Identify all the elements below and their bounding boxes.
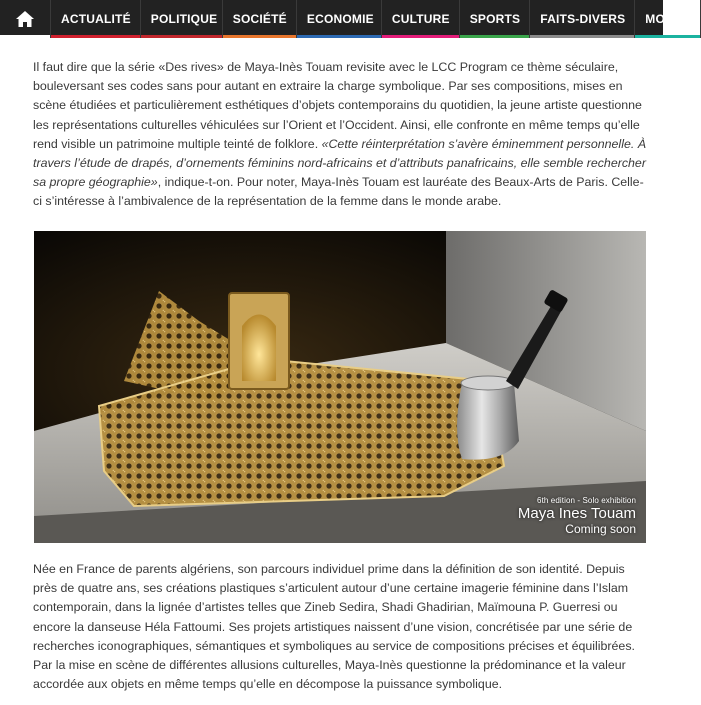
top-navigation — [0, 0, 691, 38]
nav-item-societe[interactable] — [223, 0, 297, 38]
nav-label: MONDE — [645, 12, 691, 26]
nav-item-monde[interactable] — [635, 0, 701, 38]
article-paragraph-1 — [33, 58, 648, 212]
article-photo — [34, 231, 646, 543]
nav-label: CULTURE — [391, 12, 450, 26]
nav-label: ECONOMIE — [306, 12, 374, 26]
nav-item-politique[interactable] — [141, 0, 223, 38]
article-paragraph-2: Née en France de parents algériens, son parcours individuel prime dans la définition de son identité. Depuis près de quatre ans, ses créations plastiques s’articulent autour d’une certaine imagerie féminine dans l’Islam contemporain, dans la lignée d’artistes telles que Zineb Sedira, Shadi Ghadirian, Maïmouna P. Guerresi ou encore la danseuse Héla Fattoumi. Ses projets artistiques naissent d’une vision, concrétisée par une série de recherches iconographiques, sémantiques et symboliques au service de compositions précises et équilibrées. Par la mise en scène de différentes allusions culturelles, Maya-Inès questionne la prédominance et la valeur accordée aux objets en même temps qu’elle en décompose la puissance symbolique. — [33, 562, 635, 692]
quote-text: «Cette réinterprétation s’avère éminemment personnelle. À travers l’étude de drapés, d’ornements féminins nord-africains et d’attributs panafricains, elle semble rechercher sa propre géographie» — [33, 136, 646, 190]
photo-caption — [518, 496, 636, 537]
caption-edition: 6th edition - Solo exhibition — [537, 496, 636, 505]
nav-item-faits-divers[interactable] — [530, 0, 635, 38]
nav-item-actualite[interactable] — [51, 0, 141, 38]
paragraph-text: , indique-t-on. Pour noter, Maya-Inès Touam est lauréate des Beaux-Arts de Paris. Celle-ci s’intéresse à l’ambivalence de la représentation de la femme dans le monde arabe. — [33, 175, 644, 209]
home-icon — [15, 10, 35, 28]
home-button[interactable] — [0, 0, 51, 38]
nav-item-economie[interactable] — [297, 0, 382, 38]
nav-label: FAITS-DIVERS — [540, 12, 626, 26]
nav-item-culture[interactable] — [382, 0, 460, 38]
nav-label: POLITIQUE — [150, 12, 218, 26]
paragraph-text: Il faut dire que la série «Des rives» de Maya-Inès Touam revisite avec le LCC Program ce thème séculaire, bouleversant ses codes sans pour autant en extraire la charge symbolique. Par ses compositions, mises en scène étudiées et particulièrement esthétiques d’objets contemporains du quotidien, la jeune artiste questionne les représentations culturelles véhiculées sur l’Orient et l’Occident. Ainsi, elle confronte en même temps qu’elle rend visible un patrimoine multiple teinté de folklore. — [33, 60, 642, 151]
caption-coming-soon: Coming soon — [565, 522, 636, 536]
nav-item-sports[interactable] — [460, 0, 531, 38]
caption-artist-name: Maya Ines Touam — [517, 505, 636, 522]
nav-label: SPORTS — [469, 12, 521, 26]
nav-label: SOCIÉTÉ — [232, 12, 287, 26]
nav-label: ACTUALITÉ — [61, 12, 131, 26]
